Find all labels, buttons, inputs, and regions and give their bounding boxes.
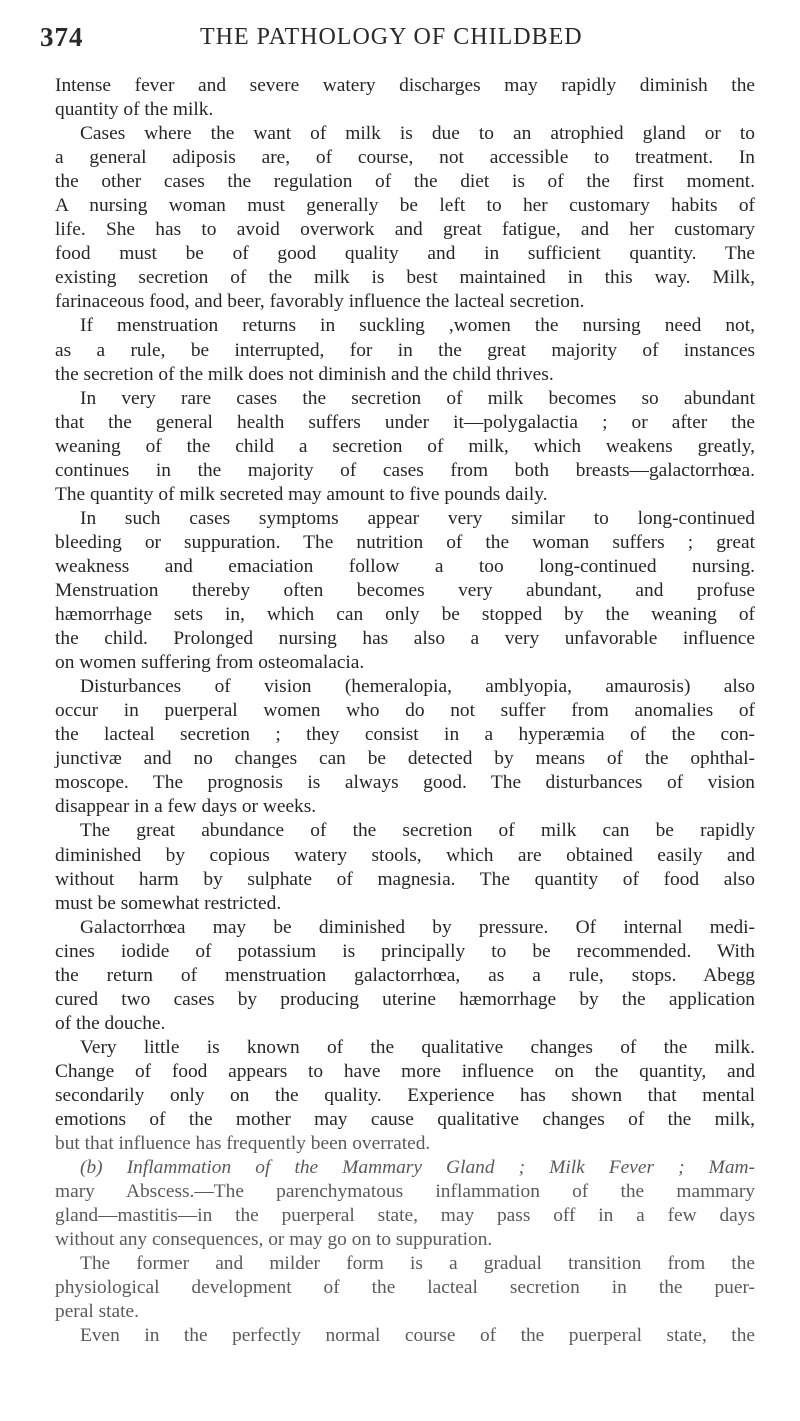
- text-line: the child. Prolonged nursing has also a very unfavorable influence: [55, 628, 755, 650]
- text-line: without any consequences, or may go on to suppuration.: [55, 1229, 493, 1251]
- body-text: [55, 74, 755, 1348]
- page-number: 374: [40, 22, 84, 52]
- text-line: Galactorrhœa may be diminished by pressure. Of internal medi-: [80, 916, 755, 938]
- text-line: that the general health suffers under it—polygalactia ; or after the: [55, 411, 755, 433]
- text-line: bleeding or suppuration. The nutrition of the woman suffers ; great: [55, 531, 755, 553]
- text-line: disappear in a few days or weeks.: [55, 796, 317, 818]
- text-line: Change of food appears to have more influence on the quantity, and: [55, 1060, 755, 1082]
- text-line: the lacteal secretion ; they consist in a hyperæmia of the con-: [55, 724, 755, 746]
- text-line: weakness and emaciation follow a too long-continued nursing.: [55, 555, 755, 577]
- text-line: occur in puerperal women who do not suffer from anomalies of: [55, 700, 755, 722]
- text-line: must be somewhat restricted.: [55, 892, 282, 914]
- text-line: The quantity of milk secreted may amount to five pounds daily.: [55, 483, 548, 505]
- text-line: the other cases the regulation of the diet is of the first moment.: [55, 171, 755, 193]
- text-line: cured two cases by producing uterine hæmorrhage by the application: [55, 988, 755, 1010]
- text-line: cines iodide of potassium is principally to be recommended. With: [55, 940, 755, 962]
- text-line: continues in the majority of cases from both breasts—galactorrhœa.: [55, 459, 755, 481]
- text-line: Disturbances of vision (hemeralopia, amblyopia, amaurosis) also: [80, 676, 755, 698]
- text-line: mary Abscess.—The parenchymatous inflammation of the mammary: [55, 1181, 755, 1203]
- text-line: gland—mastitis—in the puerperal state, may pass off in a few days: [55, 1205, 755, 1227]
- text-line: If menstruation returns in suckling ,women the nursing need not,: [80, 315, 755, 337]
- text-line: a general adiposis are, of course, not accessible to treatment. In: [55, 147, 755, 169]
- text-line: In very rare cases the secretion of milk becomes so abundant: [80, 387, 755, 409]
- text-line: on women suffering from osteomalacia.: [55, 652, 365, 674]
- text-line: weaning of the child a secretion of milk, which weakens greatly,: [55, 435, 755, 457]
- text-line: but that influence has frequently been overrated.: [55, 1133, 431, 1155]
- text-line: Cases where the want of milk is due to an atrophied gland or to: [80, 123, 755, 145]
- text-line: diminished by copious watery stools, which are obtained easily and: [55, 844, 755, 866]
- text-line: (b) Inflammation of the Mammary Gland ; Milk Fever ; Mam-: [80, 1157, 755, 1179]
- text-line: physiological development of the lacteal secretion in the puer-: [55, 1277, 755, 1299]
- text-line: junctivæ and no changes can be detected by means of the ophthal-: [55, 748, 755, 770]
- page-header: [40, 22, 760, 56]
- text-line: life. She has to avoid overwork and great fatigue, and her customary: [55, 219, 755, 241]
- text-line: farinaceous food, and beer, favorably influence the lacteal secretion.: [55, 291, 585, 313]
- text-line: The former and milder form is a gradual transition from the: [80, 1253, 755, 1275]
- text-line: quantity of the milk.: [55, 99, 214, 121]
- text-line: secondarily only on the quality. Experience has shown that mental: [55, 1084, 755, 1106]
- text-line: Even in the perfectly normal course of the puerperal state, the: [80, 1325, 755, 1347]
- text-line: moscope. The prognosis is always good. The disturbances of vision: [55, 772, 755, 794]
- text-line: the secretion of the milk does not diminish and the child thrives.: [55, 363, 554, 385]
- text-line: emotions of the mother may cause qualitative changes of the milk,: [55, 1109, 755, 1131]
- text-line: of the douche.: [55, 1012, 166, 1034]
- text-line: food must be of good quality and in sufficient quantity. The: [55, 243, 755, 265]
- text-line: Very little is known of the qualitative changes of the milk.: [80, 1036, 755, 1058]
- text-line: A nursing woman must generally be left to her customary habits of: [55, 195, 755, 217]
- text-line: The great abundance of the secretion of milk can be rapidly: [80, 820, 755, 842]
- text-line: as a rule, be interrupted, for in the great majority of instances: [55, 339, 755, 361]
- text-line: Intense fever and severe watery discharges may rapidly diminish the: [55, 75, 755, 96]
- running-head: THE PATHOLOGY OF CHILDBED: [200, 24, 583, 50]
- text-line: peral state.: [55, 1301, 139, 1323]
- text-line: the return of menstruation galactorrhœa, as a rule, stops. Abegg: [55, 964, 755, 986]
- text-line: without harm by sulphate of magnesia. The quantity of food also: [55, 868, 755, 890]
- text-line: hæmorrhage sets in, which can only be stopped by the weaning of: [55, 604, 755, 626]
- text-line: Menstruation thereby often becomes very abundant, and profuse: [55, 579, 755, 601]
- text-line: existing secretion of the milk is best maintained in this way. Milk,: [55, 267, 755, 289]
- text-line: In such cases symptoms appear very similar to long-continued: [80, 507, 755, 529]
